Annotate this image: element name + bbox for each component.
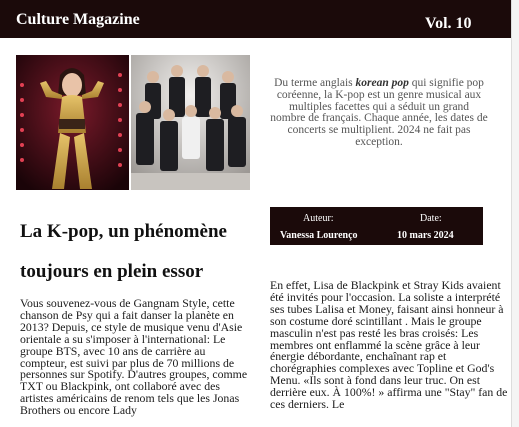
magazine-title: Culture Magazine xyxy=(16,11,140,28)
intro-text-end: qui signifie pop coréenne, la K-pop est un genre musical aux multiples facettes qui a séduit un grand nombre de français. Chaque année, les dates de concerts se multiplient. 2024 ne fait pas exception. xyxy=(270,77,488,148)
article-body-left: Vous souvenez-vous de Gangnam Style, cette chanson de Psy qui a fait danser la planète en 2013? Depuis, ce style de musique venu d'Asie orientale a su s'imposer à l'international: Le groupe BTS, avec 10 ans de carrière au compteur, est suivi par plus de 70 millions de personnes sur Spotify. D'autres groupes, comme TXT ou Blackpink, ont collaboré avec des artistes américains de renom tels que les Jonas Brothers ou encore Lady xyxy=(20,296,248,418)
boy-band-photo-graphic xyxy=(131,55,250,190)
headline-line-1: La K-pop, un phénomène xyxy=(20,221,227,242)
author-name: Vanessa Lourenço xyxy=(280,230,358,241)
article-body-right: En effet, Lisa de Blackpink et Stray Kids avaient été invités pour l'occasion. La soliste a interprété ses tubes Lalisa et Money, faisant ainsi honneur à son costume doré scintillant . Mais le groupe masculin n'est pas resté les bras croisés: Les membres ont enflammé la scène grâce à leur énergie débordante, enchaînant rap et chorégraphies complexes avec Topline et God's Menu. «Ils sont à fond dans leur truc. On est derrière eux. À 100%! » affirma une "Stay" fan de ces derniers. Le xyxy=(270,278,508,412)
intro-text-start: Du terme anglais xyxy=(274,77,356,89)
article-headline xyxy=(20,212,260,292)
intro-term: korean pop xyxy=(355,77,409,89)
boy-band-photo xyxy=(131,55,250,190)
article-meta-box xyxy=(270,207,483,245)
article-date: 10 mars 2024 xyxy=(397,230,454,241)
headline-line-2: toujours en plein essor xyxy=(20,261,204,282)
magazine-header xyxy=(0,0,511,38)
volume-number: Vol. 10 xyxy=(425,15,472,32)
date-label: Date: xyxy=(420,213,442,224)
page-edge xyxy=(511,0,519,427)
author-label: Auteur: xyxy=(303,213,334,224)
singer-photo xyxy=(16,55,129,190)
singer-photo-graphic xyxy=(16,55,129,190)
intro-paragraph xyxy=(270,78,488,149)
